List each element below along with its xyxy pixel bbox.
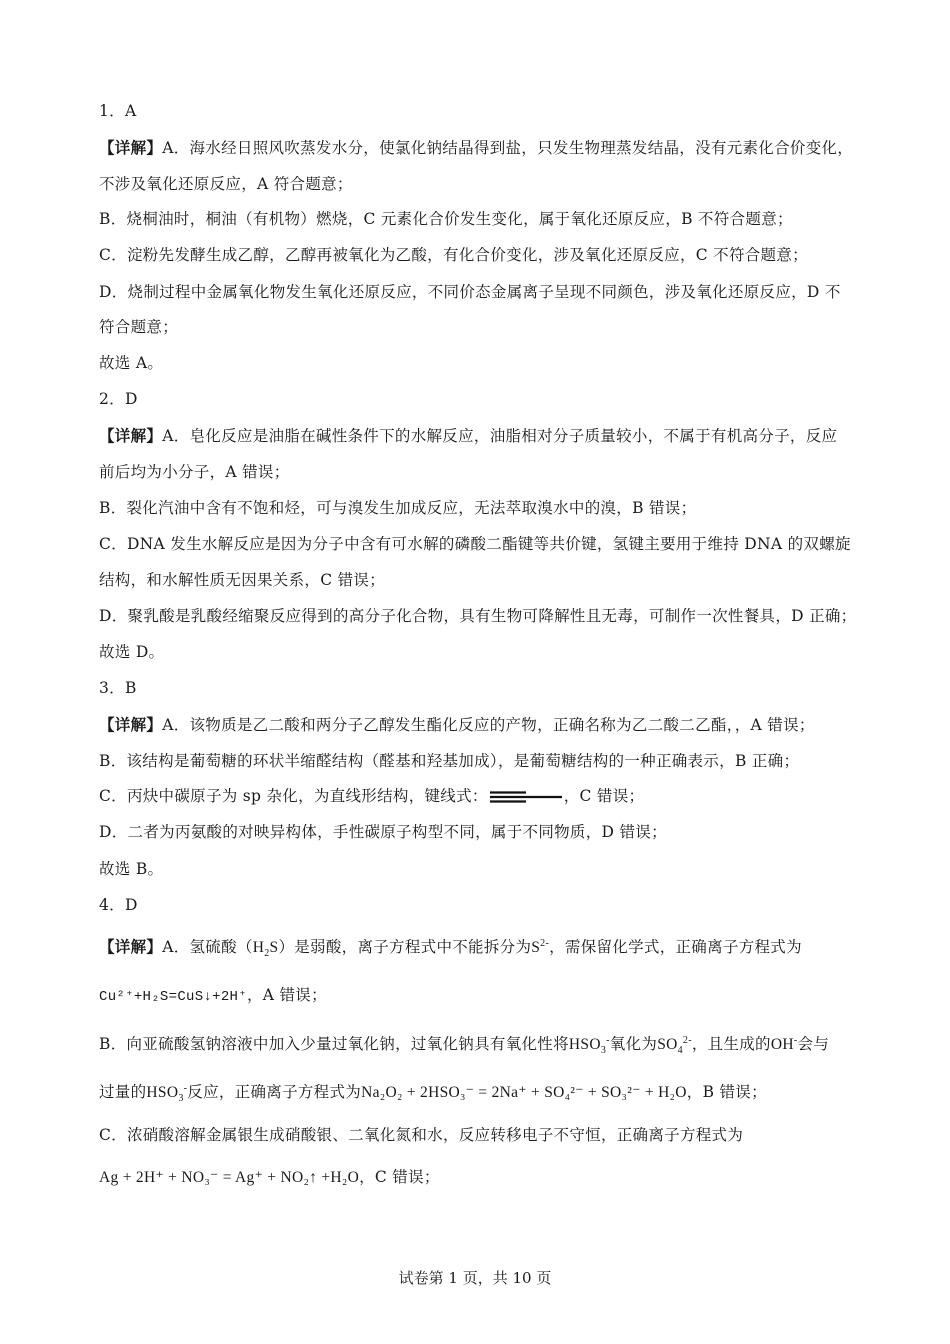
hso3-ion: $HSO_3^-$ — [568, 1034, 610, 1057]
q4-b2-pre: 过量的 — [99, 1083, 147, 1101]
q3-option-a — [99, 715, 854, 735]
q3-number: 3．B — [99, 679, 137, 697]
q2-option-a-line1 — [99, 426, 854, 446]
q3-answer: 故选 B。 — [99, 860, 164, 878]
q4-equation-b-suffix: ，B 错误； — [686, 1083, 767, 1101]
q1-option-a-line2: 不涉及氧化还原反应，A 符合题意； — [99, 175, 353, 193]
q3-option-d: D．二者为丙氨酸的对映异构体，手性碳原子构型不同，属于不同物质，D 错误； — [99, 823, 667, 841]
q4-option-a-equation — [99, 985, 854, 1007]
q3-c-suffix: ，C 错误； — [563, 787, 645, 805]
q4-b2-mid: 反应，正确离子方程式为 — [187, 1083, 362, 1101]
sulfide-ion: $S^{2-}$ — [531, 937, 550, 956]
q2-option-a-line2: 前后均为小分子，A 错误； — [99, 463, 290, 481]
q2-a-text: A．皂化反应是油脂在碱性条件下的水解反应，油脂相对分子质量较小，不属于有机高分子，反应 — [162, 427, 838, 445]
q2-number: 2．D — [99, 390, 138, 408]
q4-detail-tag: 【详解】 — [99, 937, 163, 956]
q2-detail-tag: 【详解】 — [99, 426, 163, 445]
hso3-ion-2: $HSO_3^-$ — [146, 1082, 188, 1105]
q2-answer: 故选 D。 — [99, 643, 165, 661]
page-footer: 试卷第 1 页，共 10 页 — [398, 1269, 552, 1287]
q1-option-d-line2: 符合题意； — [99, 318, 179, 336]
q4-a-mid: ）是弱酸，离子方程式中不能拆分为 — [278, 938, 532, 956]
q3-c-text: C．丙炔中碳原子为 sp 杂化，为直线形结构，键线式： — [99, 787, 488, 805]
q4-b-mid2: ，且生成的 — [691, 1035, 771, 1053]
q4-a-text: A．氢硫酸（ — [162, 938, 253, 956]
q2-option-b: B．裂化汽油中含有不饱和烃，可与溴发生加成反应，无法萃取溴水中的溴，B 错误； — [99, 499, 697, 517]
q4-b-mid: 氧化为 — [609, 1035, 658, 1053]
q1-a-text: A．海水经日照风吹蒸发水分，使氯化钠结晶得到盐，只发生物理蒸发结晶，没有元素化合价变化， — [162, 139, 854, 157]
q4-b-text: B．向亚硫酸氢钠溶液中加入少量过氧化钠，过氧化钠具有氧化性将 — [99, 1035, 569, 1053]
q1-option-c: C．淀粉先发酵生成乙醇，乙醇再被氧化为乙酸，有化合价变化，涉及氧化还原反应，C 不符合题意； — [99, 246, 808, 264]
q3-option-c — [99, 786, 854, 806]
q1-option-a-line1 — [99, 138, 854, 158]
q3-option-b: B．该结构是葡萄糖的环状半缩醛结构（醛基和羟基加成），是葡萄糖结构的一种正确表示，B 正确； — [99, 752, 800, 770]
q4-number: 4．D — [99, 896, 138, 914]
q4-equation-a-suffix: ，A 错误； — [246, 986, 327, 1004]
h2s-formula: $H_2S$ — [252, 939, 279, 960]
q3-a-text: A．该物质是乙二酸和两分子乙醇发生酯化反应的产物，正确名称为乙二酸二乙酯，，A 错误； — [162, 716, 815, 734]
q1-answer: 故选 A。 — [99, 354, 164, 372]
q1-detail-tag: 【详解】 — [99, 138, 163, 157]
q2-option-c-line2: 结构，和水解性质无因果关系，C 错误； — [99, 571, 385, 589]
so4-ion: $SO_4^{2-}$ — [657, 1034, 692, 1057]
triple-bond-icon — [490, 790, 562, 804]
q4-equation-c: Ag + 2H⁺ + NO₃⁻ = Ag⁺ + NO₂↑ +H₂O — [99, 1169, 360, 1186]
q4-option-b-line1 — [99, 1034, 854, 1055]
q4-option-c-line1: C．浓硝酸溶解金属银生成硝酸银、二氧化氮和水，反应转移电子不守恒，正确离子方程式为 — [99, 1126, 744, 1144]
q2-option-c-line1: C．DNA 发生水解反应是因为分子中含有可水解的磷酸二酯键等共价键，氢键主要用于维持 DNA 的双螺旋 — [99, 535, 851, 553]
oh-ion: OH- — [770, 1034, 798, 1053]
q4-b-post: 会与 — [797, 1035, 830, 1053]
q4-equation-c-suffix: ，C 错误； — [359, 1168, 440, 1186]
q4-option-c-equation — [99, 1167, 854, 1188]
q1-number: 1．A — [99, 102, 137, 120]
q4-equation-b: Na₂O₂ + 2HSO₃⁻ = 2Na⁺ + SO₄²⁻ + SO₃²⁻ + H₂O — [361, 1084, 687, 1101]
q4-option-a-line1 — [99, 937, 854, 958]
q3-detail-tag: 【详解】 — [99, 715, 163, 734]
q4-equation-a: Cu²⁺+H₂S=CuS↓+2H⁺ — [99, 989, 247, 1005]
q1-option-b: B．烧桐油时，桐油（有机物）燃烧，C 元素化合价发生变化，属于氧化还原反应，B 不符合题意； — [99, 210, 793, 228]
q4-option-b-line2 — [99, 1082, 854, 1103]
q2-option-d: D．聚乳酸是乳酸经缩聚反应得到的高分子化合物，具有生物可降解性且无毒，可制作一次性餐具，D 正确； — [99, 607, 857, 625]
q4-a-post: ，需保留化学式，正确离子方程式为 — [549, 938, 802, 956]
q1-option-d-line1: D．烧制过程中金属氧化物发生氧化还原反应，不同价态金属离子呈现不同颜色，涉及氧化还原反应，D 不 — [99, 283, 841, 301]
